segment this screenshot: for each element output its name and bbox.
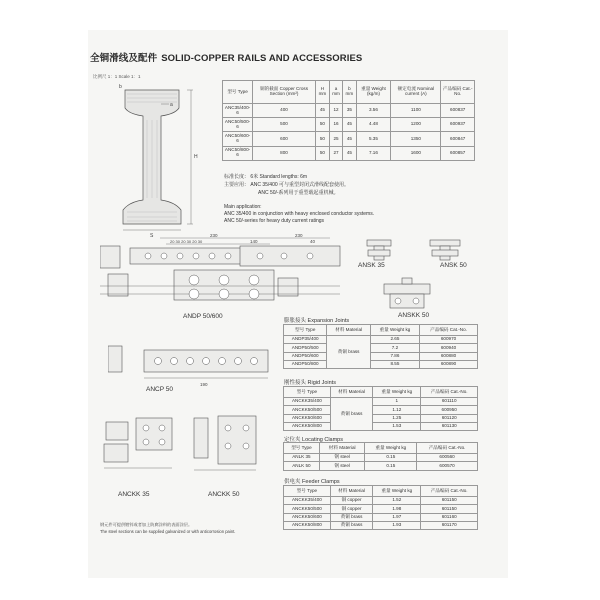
cell: ANCKK35/400 [284, 398, 331, 406]
cell: 45 [343, 132, 356, 146]
cell: 600880 [420, 352, 478, 360]
cell: ANC50/600-6 [223, 132, 253, 146]
cell: ANCKK50/500 [284, 505, 331, 513]
cell: 0.15 [365, 454, 417, 462]
cell: ANCKK50/800 [284, 422, 331, 430]
cell: 601150 [421, 497, 478, 505]
cell: 0.15 [365, 462, 417, 470]
dim-190: 190 [200, 382, 208, 387]
cell: 1600 [391, 146, 441, 160]
dim-row: 20 30 20 30 20 30 [170, 239, 203, 244]
cell: 601120 [421, 414, 478, 422]
table-row [284, 497, 478, 505]
col-weight: 重量 Weight kg [370, 325, 419, 336]
cell: 7.16 [356, 146, 391, 160]
cell: 600560 [417, 454, 478, 462]
title-cn: 全铜滑线及配件 [90, 53, 158, 64]
expansion-title: 膨胀接头 Expansion Joints [284, 318, 350, 324]
cell: 铜 copper [330, 497, 372, 505]
cell-material: 黄铜 brass [327, 336, 370, 369]
label-ansk35: ANSK 35 [358, 262, 385, 269]
label-ancp50: ANCP 50 [146, 386, 173, 393]
cell: ANCKK50/600 [284, 513, 331, 521]
table-row [284, 406, 478, 414]
locating-title: 定位夹 Locating Clamps [284, 437, 343, 443]
cell: ANC50/800-6 [223, 146, 253, 160]
table-row [284, 462, 478, 470]
anckk-drawings [96, 408, 276, 486]
scale-note: 比例尺 1：1 Scale 1：1 [93, 74, 141, 79]
cell: 1350 [391, 132, 441, 146]
cell: 601170 [421, 521, 478, 529]
cell: 1.97 [373, 513, 421, 521]
col-h: H mm [315, 81, 329, 104]
col-catno: 产品编码 Cat.-No. [441, 81, 475, 104]
table-row [284, 454, 478, 462]
cell: 3.56 [356, 104, 391, 118]
col-type: 型号 Type [284, 443, 320, 454]
dim-230-b: 230 [295, 233, 303, 238]
main-application-cn2: ANC 50/-系列用于重型载起重机械。 [258, 190, 339, 196]
feeder-title: 供电夹 Feeder Clamps [284, 479, 340, 485]
cell: ANCKK50/500 [284, 406, 331, 414]
cell: 黄铜 brass [330, 521, 372, 529]
cell: 16 [329, 118, 342, 132]
table-row [223, 118, 475, 132]
cell: 1.98 [373, 505, 421, 513]
cell: 钢 steel [319, 462, 365, 470]
table-row [284, 398, 478, 406]
table-header-row [223, 81, 475, 104]
table-row [284, 422, 478, 430]
col-catno: 产品编码 Cat.-No. [421, 486, 478, 497]
cell: 钢 steel [319, 454, 365, 462]
label-anckk50: ANCKK 50 [208, 491, 240, 498]
cell: 600970 [420, 336, 478, 344]
col-type: 型号 Type [284, 486, 331, 497]
dim-230-a: 230 [210, 233, 218, 238]
dim-b: b [119, 84, 122, 90]
cell: ANLK 35 [284, 454, 320, 462]
col-material: 材料 Material [319, 443, 365, 454]
cell: 45 [315, 104, 329, 118]
col-weight: 重量 Weight (kg/m) [356, 81, 391, 104]
dim-a: a [170, 102, 173, 108]
table-row [284, 336, 478, 344]
table-row [284, 521, 478, 529]
col-type: 型号 Type [284, 325, 327, 336]
col-weight: 重量 Weight kg [365, 443, 417, 454]
col-catno: 产品编码 Cat.-No. [420, 325, 478, 336]
col-material: 材料 Material [327, 325, 370, 336]
col-b: b mm [343, 81, 356, 104]
standard-length: 标准长度： 6米 Standard lengths: 6m [224, 174, 308, 180]
locating-table [283, 442, 478, 471]
table-row [284, 505, 478, 513]
col-material: 材料 Material [330, 486, 372, 497]
cell: ANDP50/800 [284, 360, 327, 368]
cell: ANCKK50/800 [284, 521, 331, 529]
dim-h: H [194, 154, 198, 160]
cell: 1.52 [373, 497, 421, 505]
title-en: SOLID-COPPER RAILS AND ACCESSORIES [161, 53, 363, 64]
col-section: 铜的截面 Copper Cross Section (mm²) [253, 81, 316, 104]
cell-material: 黄铜 brass [330, 398, 372, 431]
cell: 800 [253, 146, 316, 160]
ancp-drawing [108, 338, 278, 394]
cell: 600890 [420, 360, 478, 368]
main-application-en1: ANC 35/400 in conjunction with heavy enclosed conductor systems. [224, 211, 375, 217]
cell: 铜 copper [330, 505, 372, 513]
cell: 45 [343, 146, 356, 160]
cell: 600940 [420, 344, 478, 352]
col-type: 型号 Type [284, 387, 331, 398]
table-row [284, 352, 478, 360]
cell: 1.25 [373, 414, 421, 422]
cell: 600570 [417, 462, 478, 470]
cell: 45 [343, 118, 356, 132]
cell: ANCKK50/600 [284, 414, 331, 422]
cell: 600 [253, 132, 316, 146]
rail-profile-drawing [95, 80, 225, 240]
label-andp: ANDP 50/600 [183, 313, 223, 320]
cell: 601160 [421, 513, 478, 521]
cell: ANC50/500-6 [223, 118, 253, 132]
expansion-table [283, 324, 478, 369]
footnote-en: The steel sections can be supplied galvanized or with anticorrosion paint. [100, 529, 236, 534]
andp-drawing [100, 232, 350, 314]
cell: 50 [315, 132, 329, 146]
cell: 黄铜 brass [330, 513, 372, 521]
cell: 601130 [421, 422, 478, 430]
cell: 600847 [441, 132, 475, 146]
col-catno: 产品编码 Cat.-No. [417, 443, 478, 454]
cell: 1.93 [373, 521, 421, 529]
cell: 1.12 [373, 406, 421, 414]
cell: 500 [253, 118, 316, 132]
cell: 35 [343, 104, 356, 118]
label-anckk35: ANCKK 35 [118, 491, 150, 498]
dim-40: 40 [310, 239, 316, 244]
cell: 2.65 [370, 336, 419, 344]
table-row [284, 513, 478, 521]
cell: 8.55 [370, 360, 419, 368]
table-row [223, 104, 475, 118]
cell: 600837 [441, 104, 475, 118]
cell: 601150 [421, 505, 478, 513]
cell: 50 [315, 146, 329, 160]
page-title [90, 50, 362, 64]
col-type: 型号 Type [223, 81, 253, 104]
cell: 25 [329, 132, 342, 146]
table-row [223, 132, 475, 146]
cell: ANDP35/400 [284, 336, 327, 344]
table-row [223, 146, 475, 160]
cell: 4.48 [356, 118, 391, 132]
table-header-row [284, 387, 478, 398]
cell: 600857 [441, 146, 475, 160]
main-application-cn: 主要应用： ANC 35/400 可与重型封闭式滑线配套使用。 [224, 182, 350, 188]
col-weight: 重量 Weight kg [373, 387, 421, 398]
dim-s: S [150, 233, 154, 239]
cell: 12 [329, 104, 342, 118]
cell: 7.2 [370, 344, 419, 352]
cell: 600950 [421, 406, 478, 414]
cell: 5.35 [356, 132, 391, 146]
dim-140: 140 [250, 239, 258, 244]
table-header-row [284, 443, 478, 454]
table-header-row [284, 486, 478, 497]
table-row [284, 414, 478, 422]
cell: ANLK 50 [284, 462, 320, 470]
table-row [284, 344, 478, 352]
col-current: 额定电流 Nominal current (A) [391, 81, 441, 104]
cell: 1200 [391, 118, 441, 132]
main-application-title: Main application: [224, 204, 262, 210]
col-weight: 重量 Weight kg [373, 486, 421, 497]
rigid-title: 刚性接头 Rigid Joints [284, 380, 336, 386]
cell: 1100 [391, 104, 441, 118]
main-application-en2: ANC 50/-series for heavy duty current ratings [224, 218, 325, 224]
cell: 27 [329, 146, 342, 160]
cell: 400 [253, 104, 316, 118]
cell: 7.86 [370, 352, 419, 360]
cell: 601110 [421, 398, 478, 406]
col-catno: 产品编码 Cat.-No. [421, 387, 478, 398]
label-anskk50: ANSKK 50 [398, 312, 430, 319]
cell: 1 [373, 398, 421, 406]
ansk-drawings [362, 236, 477, 336]
cell: 1.53 [373, 422, 421, 430]
cell: 50 [315, 118, 329, 132]
cell: ANDP50/500 [284, 344, 327, 352]
table-row [284, 360, 478, 368]
rigid-table [283, 386, 478, 431]
feeder-table [283, 485, 478, 530]
cell: 600937 [441, 118, 475, 132]
label-ansk50: ANSK 50 [440, 262, 467, 269]
footnote-cn: 钢元件可提供镀锌或者加上防腐涂料的表面涂层。 [100, 522, 193, 527]
cell: ANC35/400-6 [223, 104, 253, 118]
cell: ANDP50/600 [284, 352, 327, 360]
col-a: a mm [329, 81, 342, 104]
col-material: 材料 Material [330, 387, 372, 398]
table-header-row [284, 325, 478, 336]
cell: ANCKK35/400 [284, 497, 331, 505]
rail-spec-table [222, 80, 475, 161]
